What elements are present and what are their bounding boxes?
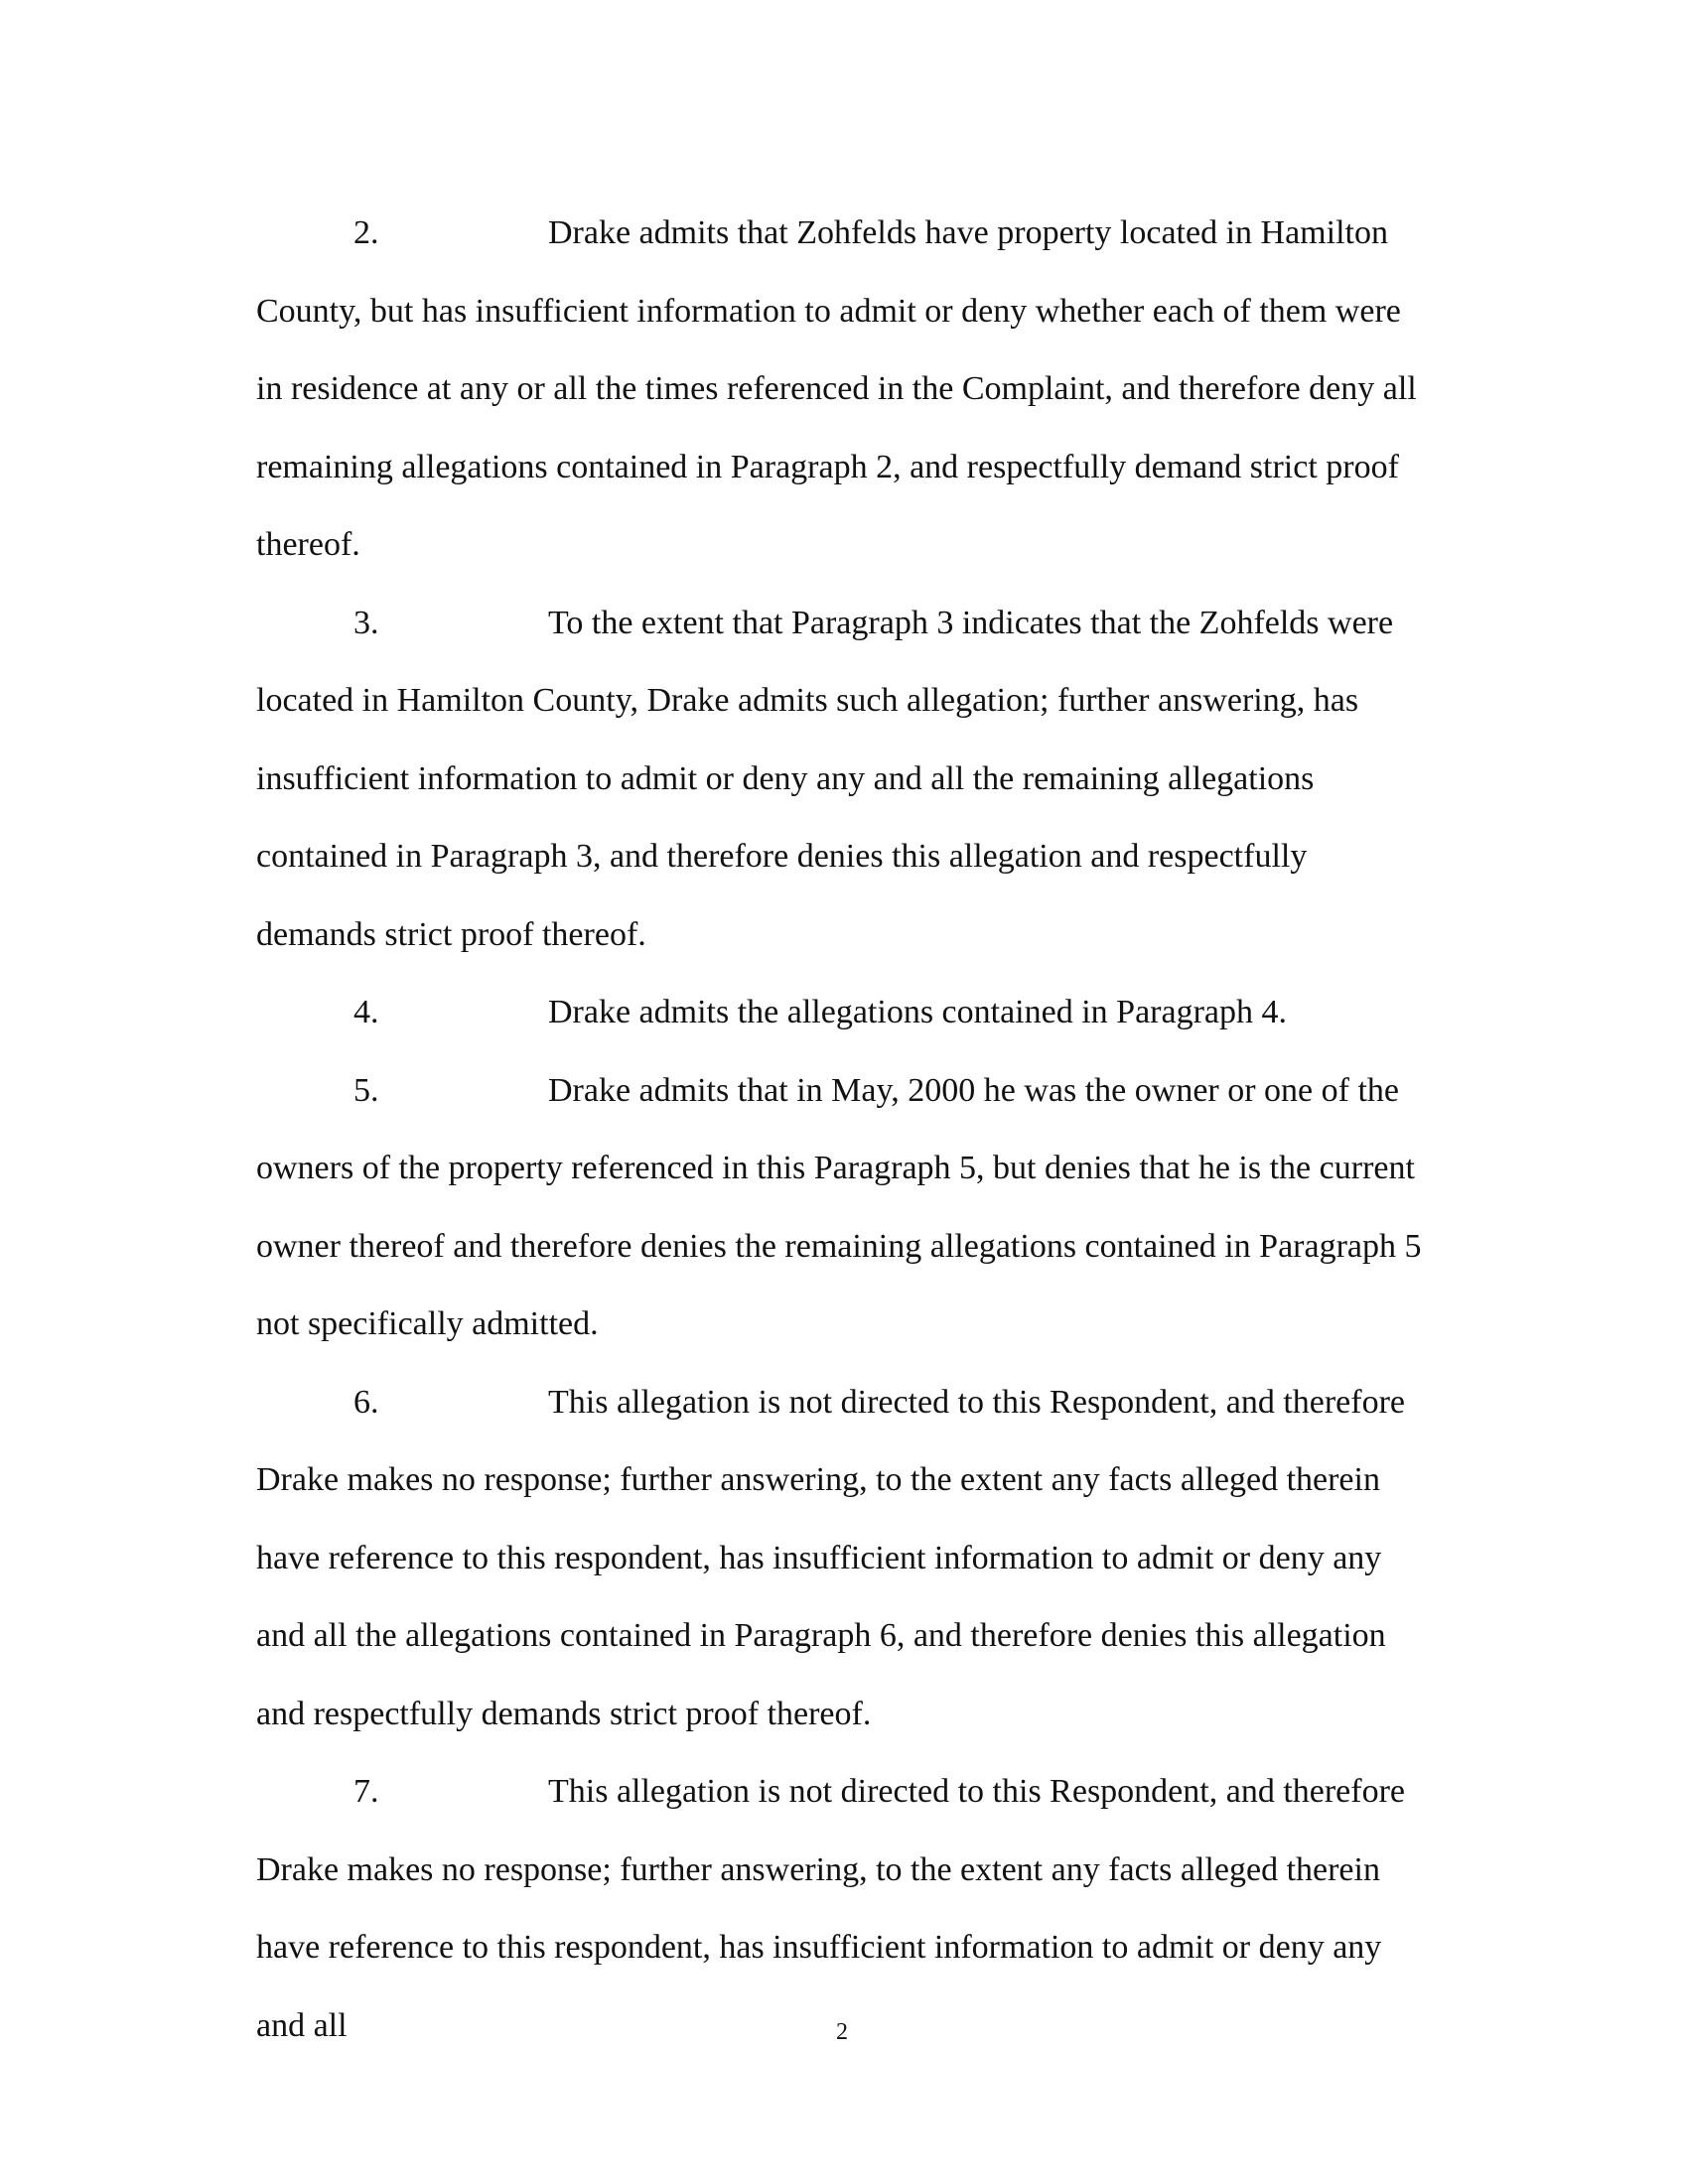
paragraph-text: This allegation is not directed to this Respondent, and therefore Drake makes no response; further answering, to the extent any facts alleged therein have reference to this respondent, has insufficient information to admit or deny any and all the allegations contained in Paragraph 6, and therefore denies this allegation and respectfully demands strict proof thereof.: [256, 1383, 1405, 1732]
paragraph-4: [256, 974, 1433, 1052]
paragraph-number: 7.: [353, 1773, 379, 1810]
paragraph-7: [256, 1753, 1433, 2065]
paragraph-number: 5.: [353, 1071, 379, 1109]
paragraph-3: [256, 585, 1433, 975]
paragraph-text: To the extent that Paragraph 3 indicates that the Zohfelds were located in Hamilton County, Drake admits such allegation; further answering, has insufficient information to admit or deny any and all the remaining allegations contained in Paragraph 3, and therefore denies this allegation and respectfully demands strict proof thereof.: [256, 604, 1394, 953]
paragraph-5: [256, 1052, 1433, 1364]
paragraph-text: Drake admits the allegations contained in Paragraph 4.: [548, 994, 1287, 1030]
paragraph-number: 4.: [353, 994, 379, 1030]
page-number: 2: [836, 2019, 848, 2045]
paragraph-number: 6.: [353, 1383, 379, 1421]
paragraph-2: [256, 195, 1433, 585]
paragraph-number: 2.: [353, 214, 379, 251]
paragraph-text: This allegation is not directed to this Respondent, and therefore Drake makes no response; further answering, to the extent any facts alleged therein have reference to this respondent, has insufficient information to admit or deny any and all: [256, 1773, 1405, 2044]
paragraph-6: [256, 1364, 1433, 1754]
paragraph-number: 3.: [353, 604, 379, 641]
paragraph-text: Drake admits that Zohfelds have property located in Hamilton County, but has insufficient information to admit or deny whether each of them were in residence at any or all the times referenced in the Complaint, and therefore deny all remaining allegations contained in Paragraph 2, and respectfully demand strict proof thereof.: [256, 214, 1417, 563]
paragraph-text: Drake admits that in May, 2000 he was the owner or one of the owners of the property referenced in this Paragraph 5, but denies that he is the current owner thereof and therefore denies the remaining allegations contained in Paragraph 5 not specifically admitted.: [256, 1071, 1422, 1342]
document-body: [256, 195, 1433, 2065]
